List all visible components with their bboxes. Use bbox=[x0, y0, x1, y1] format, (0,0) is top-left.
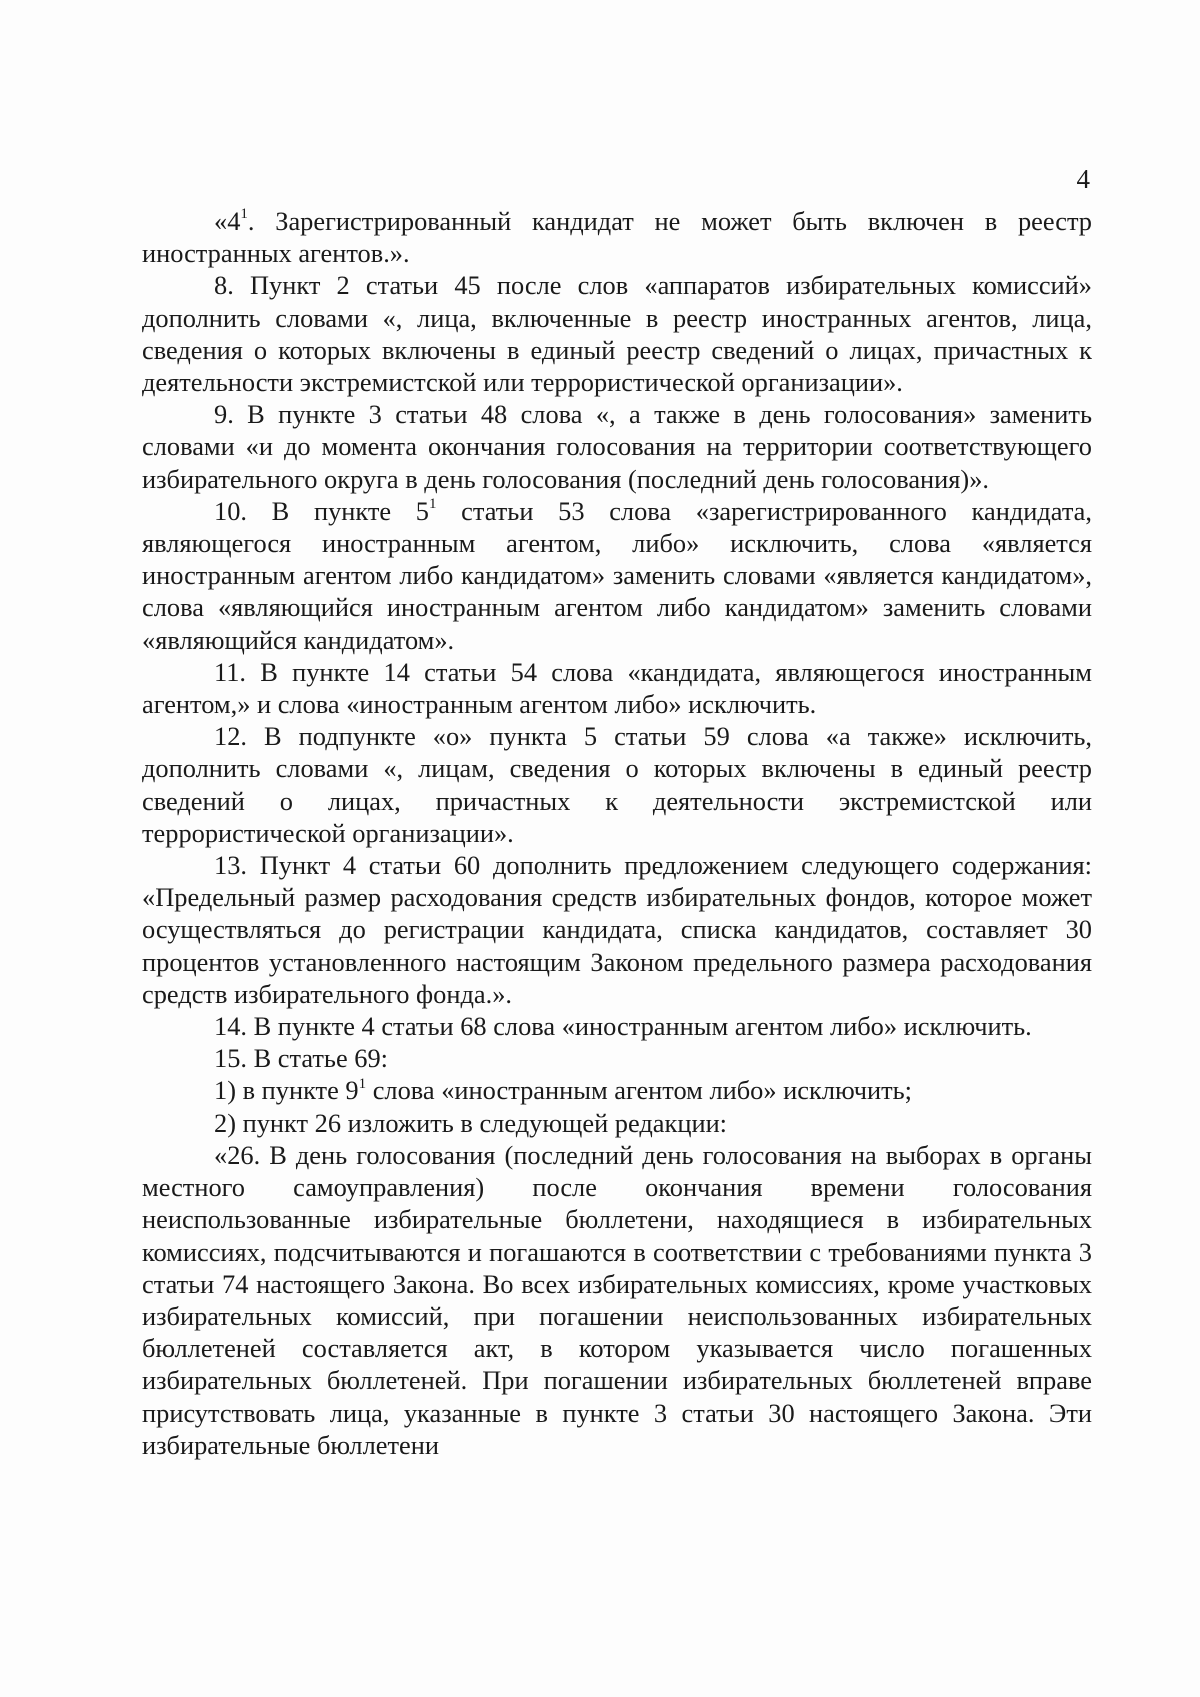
paragraph-item-15-sub-2: 2) пункт 26 изложить в следующей редакции: bbox=[214, 1107, 728, 1138]
document-body bbox=[142, 205, 1092, 1461]
page-number: 4 bbox=[1076, 164, 1090, 194]
paragraph-item-10: 10. В пункте $5^1$ статьи 53 слова «зарегистрированного кандидата, являющегося иностранным агентом, либо» исключить, слова «является иностранным агентом либо кандидатом» заменить словами «является кандидатом», слова «являющийся иностранным агентом либо кандидатом» заменить словами «являющийся кандидатом». bbox=[142, 495, 1092, 655]
paragraph-item-14: 14. В пункте 4 статьи 68 слова «иностранным агентом либо» исключить. bbox=[214, 1011, 1032, 1042]
paragraph-item-12: 12. В подпункте «о» пункта 5 статьи 59 слова «а также» исключить, дополнить словами «, лицам, сведения о которых включены в единый реестр сведений о лицах, причастных к деятельности экстремистской или террористической организации». bbox=[142, 721, 1092, 848]
superscript: 1 bbox=[428, 496, 437, 513]
paragraph-article-4-1: «$4^1$. Зарегистрированный кандидат не может быть включен в реестр иностранных агентов.». bbox=[142, 206, 1092, 269]
paragraph-item-15-sub-1: 1) в пункте $9^1$ слова «иностранным агентом либо» исключить; bbox=[214, 1075, 913, 1106]
paragraph-item-13: 13. Пункт 4 статьи 60 дополнить предложением следующего содержания: «Предельный размер расходования средств избирательных фондов, которое может осуществляться до регистрации кандидата, списка кандидатов, составляет 30 процентов установленного настоящим Законом предельного размера расходования средств избирательного фонда.». bbox=[142, 850, 1092, 1009]
paragraph-article-26: «26. В день голосования (последний день голосования на выборах в органы местного самоуправления) после окончания времени голосования неиспользованные избирательные бюллетени, находящиеся в избирательных комиссиях, подсчитываются и погашаются в соответствии с требованиями пункта 3 статьи 74 настоящего Закона. Во всех избирательных комиссиях, кроме участковых избирательных комиссий, при погашении неиспользованных избирательных бюллетеней составляется акт, в котором указывается число погашенных избирательных бюллетеней. При погашении избирательных бюллетеней вправе присутствовать лица, указанные в пункте 3 статьи 30 настоящего Закона. Эти избирательные бюллетени bbox=[142, 1139, 1092, 1460]
superscript: 1 bbox=[358, 1075, 367, 1092]
paragraph-item-15: 15. В статье 69: bbox=[214, 1043, 388, 1074]
paragraph-item-11: 11. В пункте 14 статьи 54 слова «кандидата, являющегося иностранным агентом,» и слова «иностранным агентом либо» исключить. bbox=[142, 656, 1092, 720]
paragraph-item-9: 9. В пункте 3 статьи 48 слова «, а также в день голосования» заменить словами «и до момента окончания голосования на территории соответствующего избирательного округа в день голосования (последний день голосования)». bbox=[142, 399, 1092, 494]
superscript: 1 bbox=[240, 206, 248, 223]
paragraph-item-8: 8. Пункт 2 статьи 45 после слов «аппаратов избирательных комиссий» дополнить словами «, лица, включенные в реестр иностранных агентов, лица, сведения о которых включены в единый реестр сведений о лицах, причастных к деятельности экстремистской или террористической организации». bbox=[142, 270, 1092, 398]
